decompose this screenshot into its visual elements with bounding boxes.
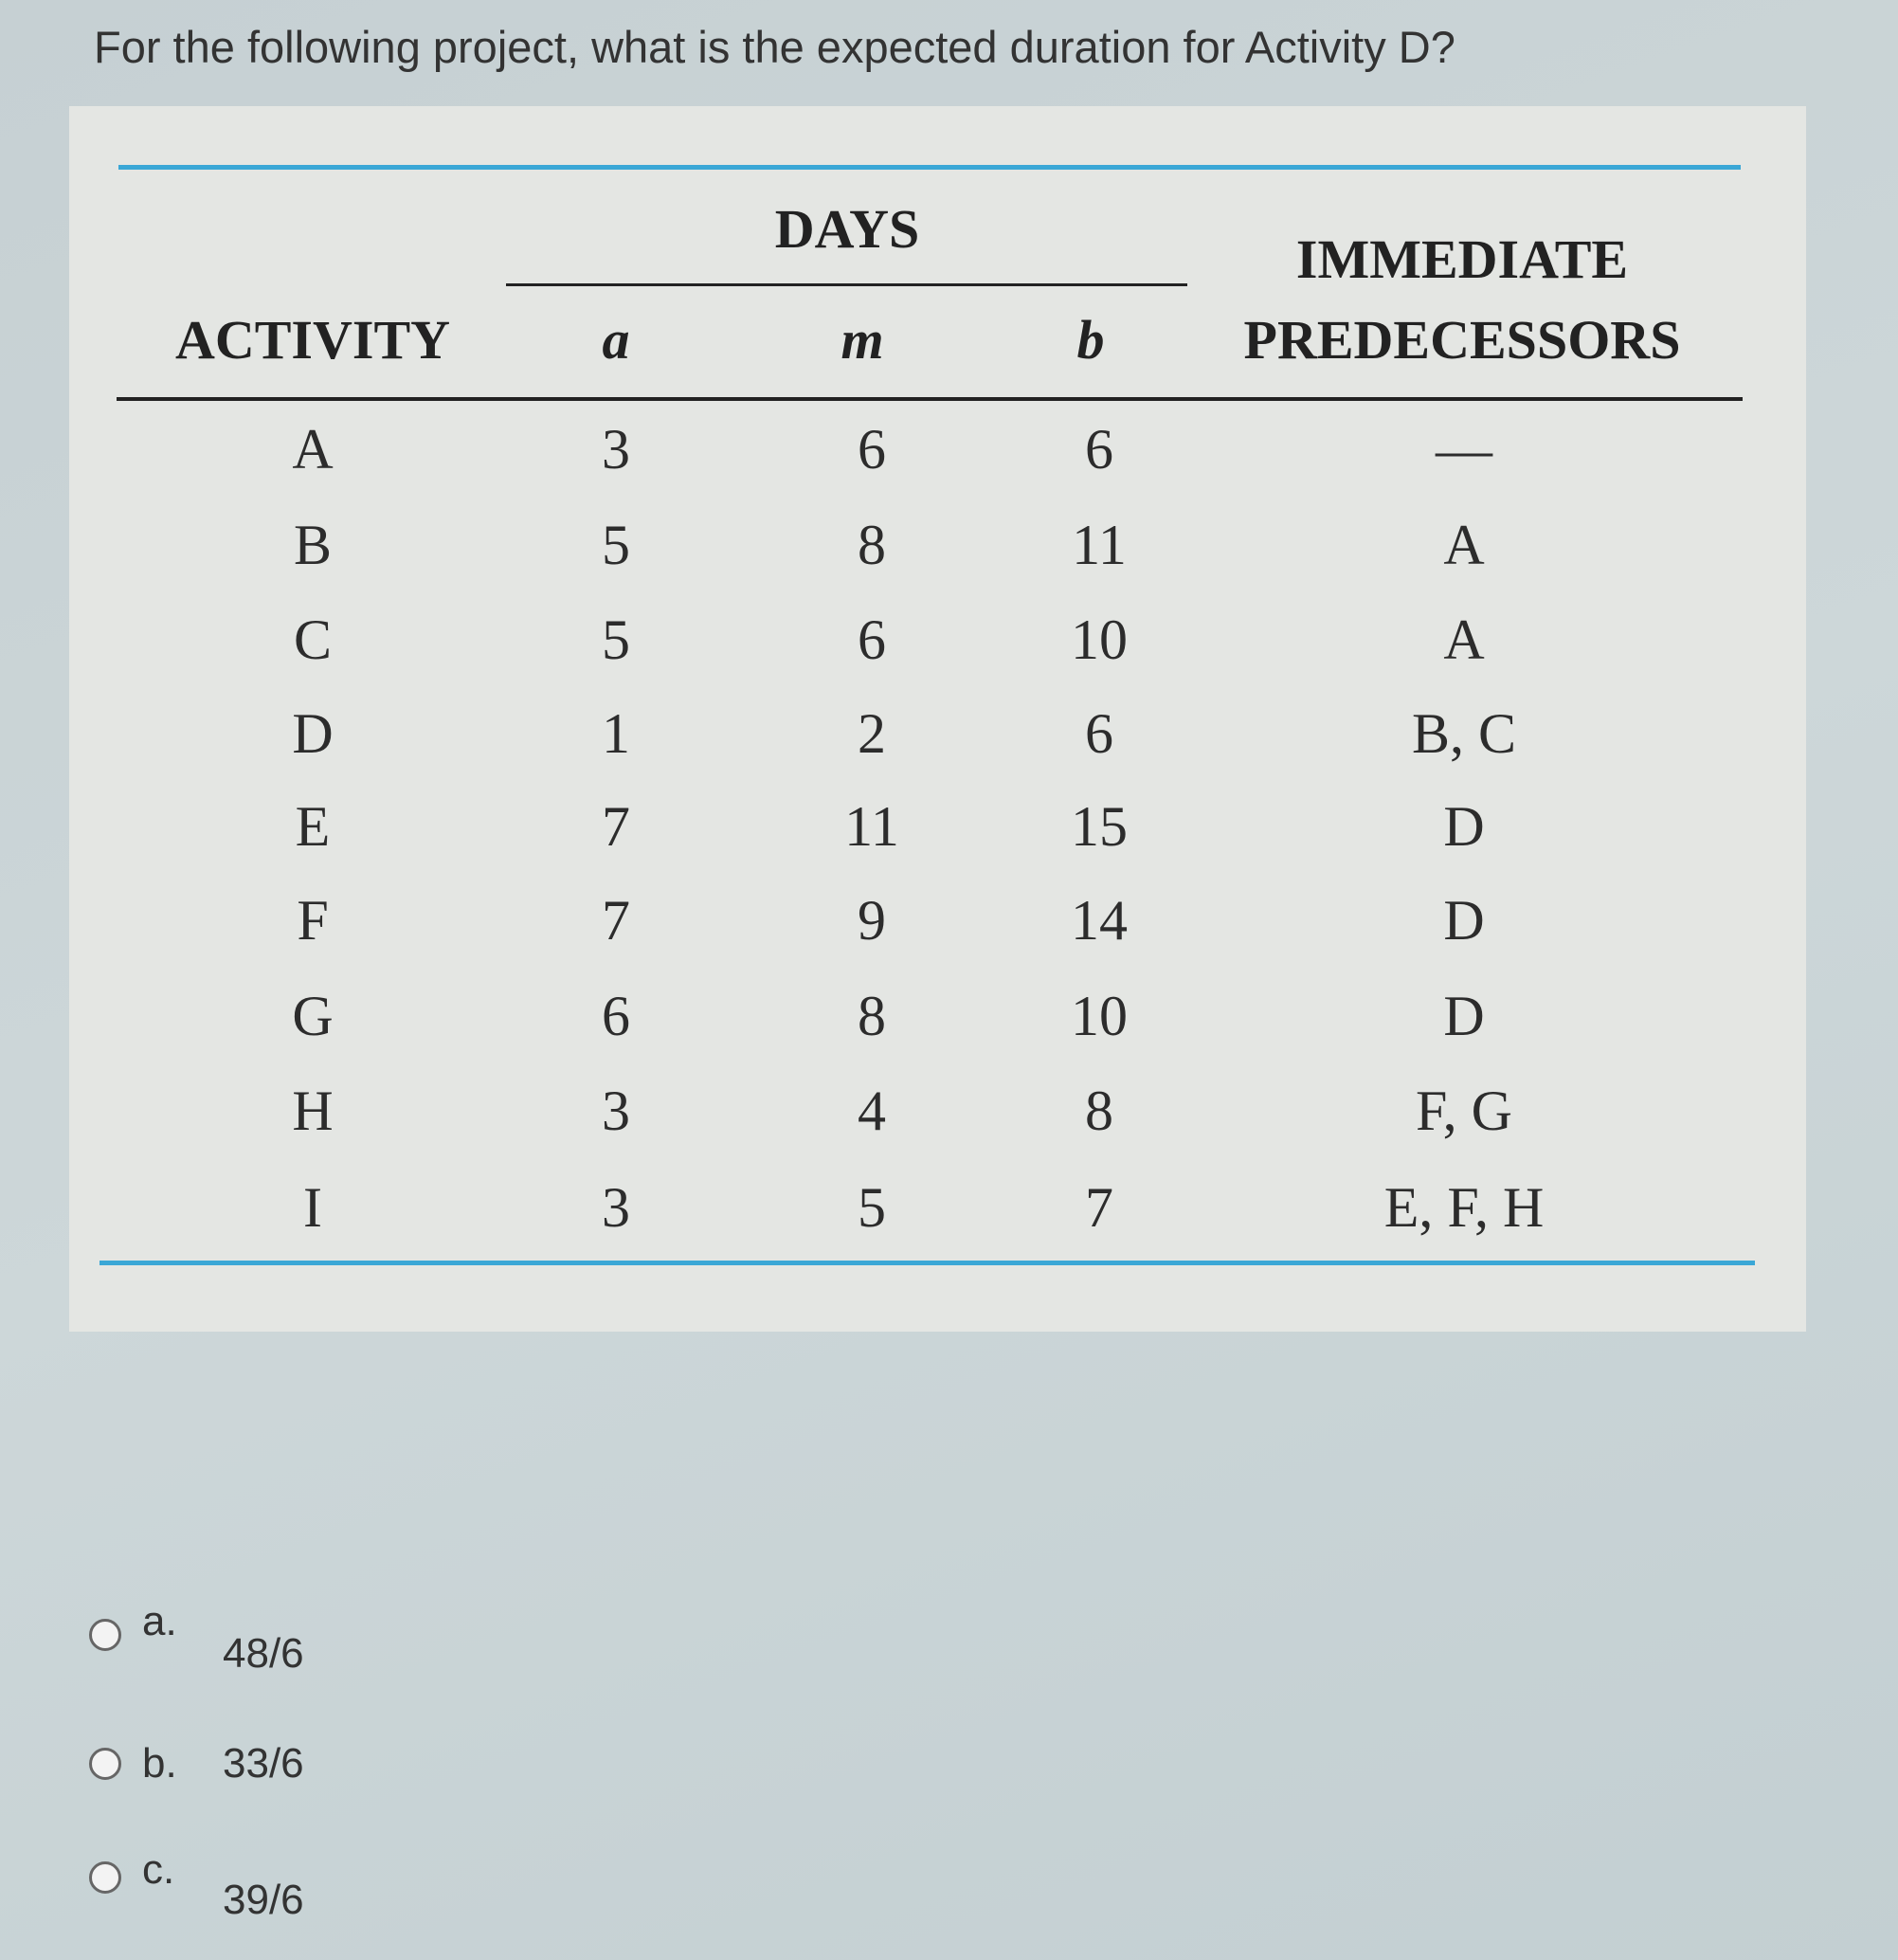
predecessors-cell: D <box>1443 889 1485 952</box>
b-header: b <box>1076 309 1105 371</box>
pred-header-2: PREDECESSORS <box>1243 309 1681 371</box>
question-text: For the following project, what is the expected duration for Activity D? <box>94 22 1455 72</box>
m-header: m <box>841 309 884 371</box>
days-header: DAYS <box>774 198 920 260</box>
activity-cell: F <box>297 889 329 952</box>
option-a[interactable] <box>89 1598 304 1677</box>
option-c[interactable] <box>89 1846 304 1923</box>
predecessors-cell: B, C <box>1411 702 1517 765</box>
a-cell: 3 <box>602 418 630 481</box>
activity-cell: I <box>303 1176 322 1239</box>
b-cell: 8 <box>1085 1080 1113 1142</box>
activity-cell: G <box>292 985 334 1047</box>
option-b[interactable] <box>89 1740 304 1788</box>
m-cell: 8 <box>858 985 886 1047</box>
a-cell: 7 <box>602 795 630 858</box>
b-cell: 14 <box>1071 889 1128 952</box>
option-letter: c. <box>142 1846 175 1893</box>
m-cell: 8 <box>858 514 886 576</box>
pred-header-1: IMMEDIATE <box>1295 228 1629 290</box>
b-cell: 7 <box>1085 1176 1113 1239</box>
m-cell: 9 <box>858 889 886 952</box>
b-cell: 6 <box>1085 702 1113 765</box>
a-cell: 6 <box>602 985 630 1047</box>
top-rule <box>118 165 1741 170</box>
a-cell: 3 <box>602 1080 630 1142</box>
b-cell: 6 <box>1085 418 1113 481</box>
activity-cell: E <box>295 795 331 858</box>
activity-cell: C <box>293 608 333 671</box>
radio-button[interactable] <box>89 1748 121 1780</box>
option-value: 33/6 <box>223 1740 304 1787</box>
b-cell: 15 <box>1071 795 1128 858</box>
radio-button[interactable] <box>89 1619 121 1651</box>
m-cell: 11 <box>844 795 899 858</box>
activity-cell: H <box>292 1080 334 1142</box>
a-cell: 5 <box>602 608 630 671</box>
a-cell: 5 <box>602 514 630 576</box>
m-cell: 6 <box>858 608 886 671</box>
b-cell: 10 <box>1071 985 1128 1047</box>
b-cell: 11 <box>1072 514 1127 576</box>
activity-header: ACTIVITY <box>174 309 451 371</box>
a-cell: 7 <box>602 889 630 952</box>
predecessors-cell: D <box>1443 985 1485 1047</box>
a-cell: 3 <box>602 1176 630 1239</box>
predecessors-cell: — <box>1436 418 1492 481</box>
m-cell: 5 <box>858 1176 886 1239</box>
bottom-rule <box>99 1261 1755 1265</box>
activity-cell: A <box>292 418 334 481</box>
b-cell: 10 <box>1071 608 1128 671</box>
radio-button[interactable] <box>89 1861 121 1894</box>
predecessors-cell: A <box>1443 514 1485 576</box>
predecessors-cell: E, F, H <box>1383 1176 1545 1239</box>
option-letter: a. <box>142 1598 177 1644</box>
predecessors-cell: A <box>1443 608 1485 671</box>
option-value: 39/6 <box>223 1877 304 1923</box>
option-value: 48/6 <box>223 1630 304 1677</box>
a-header: a <box>602 309 630 371</box>
m-cell: 6 <box>858 418 886 481</box>
option-letter: b. <box>142 1740 177 1787</box>
predecessors-cell: D <box>1443 795 1485 858</box>
header-rule <box>117 397 1743 401</box>
m-cell: 2 <box>858 702 886 765</box>
activity-cell: B <box>293 514 333 576</box>
activity-cell: D <box>292 702 334 765</box>
a-cell: 1 <box>602 702 630 765</box>
days-rule <box>506 283 1187 286</box>
predecessors-cell: F, G <box>1416 1080 1512 1142</box>
m-cell: 4 <box>858 1080 886 1142</box>
